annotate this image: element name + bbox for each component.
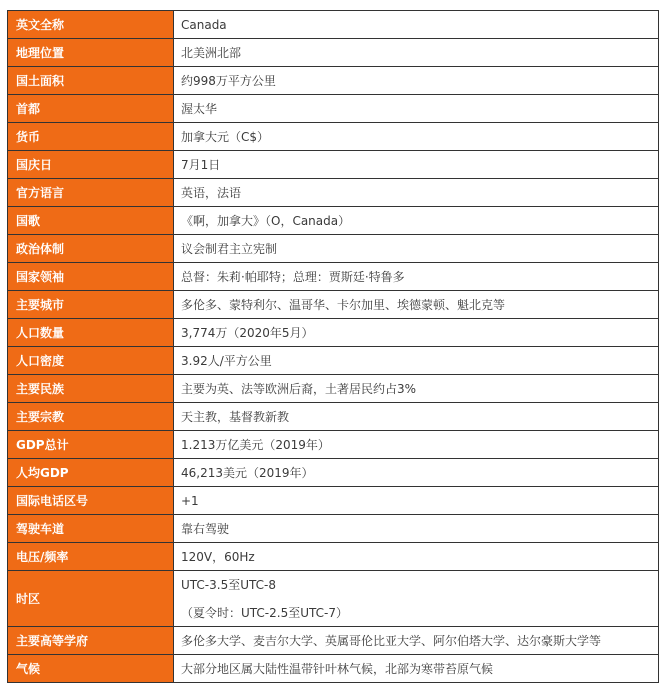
row-value-ethnic-groups: 主要为英、法等欧洲后裔，土著居民约占3% (174, 375, 659, 403)
row-value-calling-code: +1 (174, 487, 659, 515)
row-label-driving-side: 驾驶车道 (8, 515, 174, 543)
row-label-english-name: 英文全称 (8, 11, 174, 39)
time-zone-daylight-saving: （夏令时：UTC-2.5至UTC-7） (181, 605, 348, 620)
row-value-religion: 天主教，基督教新教 (174, 403, 659, 431)
row-label-gdp-total: GDP总计 (8, 431, 174, 459)
row-label-location: 地理位置 (8, 39, 174, 67)
time-zone-standard: UTC-3.5至UTC-8 (181, 577, 276, 592)
row-label-population-density: 人口密度 (8, 347, 174, 375)
table-row (8, 291, 659, 319)
row-value-capital: 渥太华 (174, 95, 659, 123)
table-row (8, 95, 659, 123)
table-row (8, 571, 659, 627)
table-row (8, 431, 659, 459)
row-label-area: 国土面积 (8, 67, 174, 95)
row-label-population: 人口数量 (8, 319, 174, 347)
row-label-calling-code: 国际电话区号 (8, 487, 174, 515)
table-row (8, 179, 659, 207)
row-value-major-cities: 多伦多、蒙特利尔、温哥华、卡尔加里、埃德蒙顿、魁北克等 (174, 291, 659, 319)
row-value-political-system: 议会制君主立宪制 (174, 235, 659, 263)
row-value-national-day: 7月1日 (174, 151, 659, 179)
table-row (8, 403, 659, 431)
table-row (8, 123, 659, 151)
table-row (8, 11, 659, 39)
table-row (8, 319, 659, 347)
table-row (8, 515, 659, 543)
row-label-anthem: 国歌 (8, 207, 174, 235)
row-value-universities: 多伦多大学、麦吉尔大学、英属哥伦比亚大学、阿尔伯塔大学、达尔豪斯大学等 (174, 627, 659, 655)
row-value-english-name: Canada (174, 11, 659, 39)
row-label-currency: 货币 (8, 123, 174, 151)
table-row (8, 459, 659, 487)
row-label-universities: 主要高等学府 (8, 627, 174, 655)
row-value-gdp-total: 1.213万亿美元（2019年） (174, 431, 659, 459)
row-label-leaders: 国家领袖 (8, 263, 174, 291)
row-value-currency: 加拿大元（C$） (174, 123, 659, 151)
table-row (8, 263, 659, 291)
table-row (8, 151, 659, 179)
row-value-gdp-per-capita: 46,213美元（2019年） (174, 459, 659, 487)
country-info-table (7, 10, 659, 683)
row-value-anthem: 《啊，加拿大》（O，Canada） (174, 207, 659, 235)
table-row (8, 655, 659, 683)
row-value-driving-side: 靠右驾驶 (174, 515, 659, 543)
table-row (8, 487, 659, 515)
row-value-location: 北美洲北部 (174, 39, 659, 67)
row-value-population: 3,774万（2020年5月） (174, 319, 659, 347)
row-label-national-day: 国庆日 (8, 151, 174, 179)
row-value-voltage-frequency: 120V，60Hz (174, 543, 659, 571)
table-row (8, 543, 659, 571)
table-row (8, 627, 659, 655)
table-row (8, 39, 659, 67)
row-value-area: 约998万平方公里 (174, 67, 659, 95)
row-value-climate: 大部分地区属大陆性温带针叶林气候，北部为寒带苔原气候 (174, 655, 659, 683)
table-row (8, 207, 659, 235)
row-label-climate: 气候 (8, 655, 174, 683)
row-label-religion: 主要宗教 (8, 403, 174, 431)
row-value-leaders: 总督：朱莉·帕耶特；总理：贾斯廷·特鲁多 (174, 263, 659, 291)
row-value-official-language: 英语，法语 (174, 179, 659, 207)
table-row (8, 375, 659, 403)
table-row (8, 235, 659, 263)
row-value-population-density: 3.92人/平方公里 (174, 347, 659, 375)
row-label-capital: 首都 (8, 95, 174, 123)
row-label-official-language: 官方语言 (8, 179, 174, 207)
row-label-major-cities: 主要城市 (8, 291, 174, 319)
row-label-voltage-frequency: 电压/频率 (8, 543, 174, 571)
row-label-gdp-per-capita: 人均GDP (8, 459, 174, 487)
row-value-time-zone (174, 571, 659, 627)
row-label-political-system: 政治体制 (8, 235, 174, 263)
table-row (8, 347, 659, 375)
row-label-time-zone: 时区 (8, 571, 174, 627)
table-row (8, 67, 659, 95)
row-label-ethnic-groups: 主要民族 (8, 375, 174, 403)
